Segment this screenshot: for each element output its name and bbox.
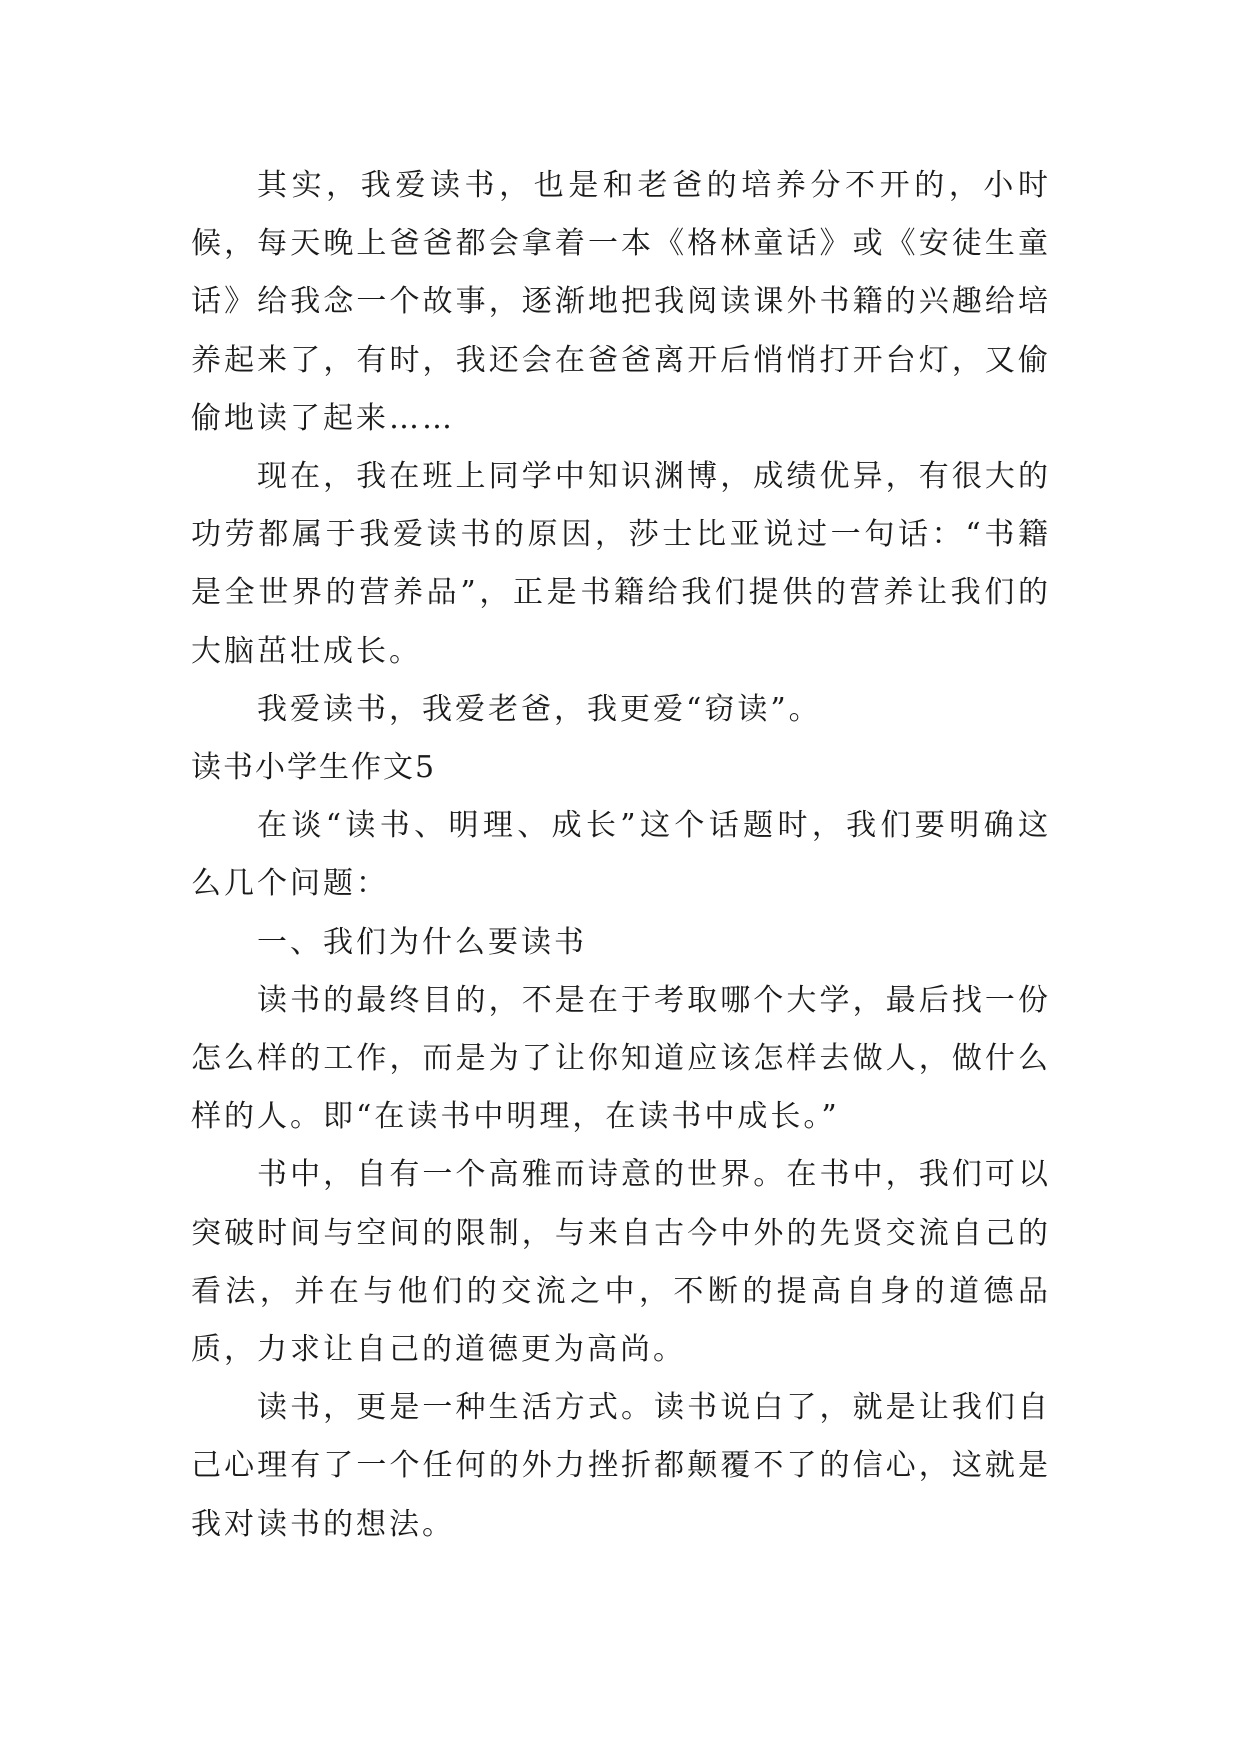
paragraph: 现在，我在班上同学中知识渊博，成绩优异，有很大的功劳都属于我爱读书的原因，莎士比亚说过一句话：“书籍是全世界的营养品”，正是书籍给我们提供的营养让我们的大脑茁壮成长。	[191, 459, 1051, 669]
paragraph: 一、我们为什么要读书	[257, 924, 587, 960]
paragraph: 读书，更是一种生活方式。读书说白了，就是让我们自己心理有了一个任何的外力挫折都颠覆不了的信心，这就是我对读书的想法。	[191, 1390, 1051, 1542]
paragraph: 在谈“读书、明理、成长”这个话题时，我们要明确这么几个问题：	[191, 808, 1051, 902]
paragraph: 其实，我爱读书，也是和老爸的培养分不开的，小时候，每天晚上爸爸都会拿着一本《格林童话》或《安徒生童话》给我念一个故事，逐渐地把我阅读课外书籍的兴趣给培养起来了，有时，我还会在爸爸离开后悄悄打开台灯，又偷偷地读了起来……	[191, 168, 1051, 436]
paragraph: 我爱读书，我爱老爸，我更爱“窃读”。	[257, 691, 822, 727]
paragraph: 读书的最终目的，不是在于考取哪个大学，最后找一份怎么样的工作，而是为了让你知道应该怎样去做人，做什么样的人。即“在读书中明理，在读书中成长。”	[191, 982, 1051, 1135]
paragraph: 书中，自有一个高雅而诗意的世界。在书中，我们可以突破时间与空间的限制，与来自古今中外的先贤交流自己的看法，并在与他们的交流之中，不断的提高自身的道德品质，力求让自己的道德更为高尚。	[191, 1157, 1051, 1368]
section-heading: 读书小学生作文5	[191, 750, 437, 786]
document-body	[191, 157, 1051, 1554]
